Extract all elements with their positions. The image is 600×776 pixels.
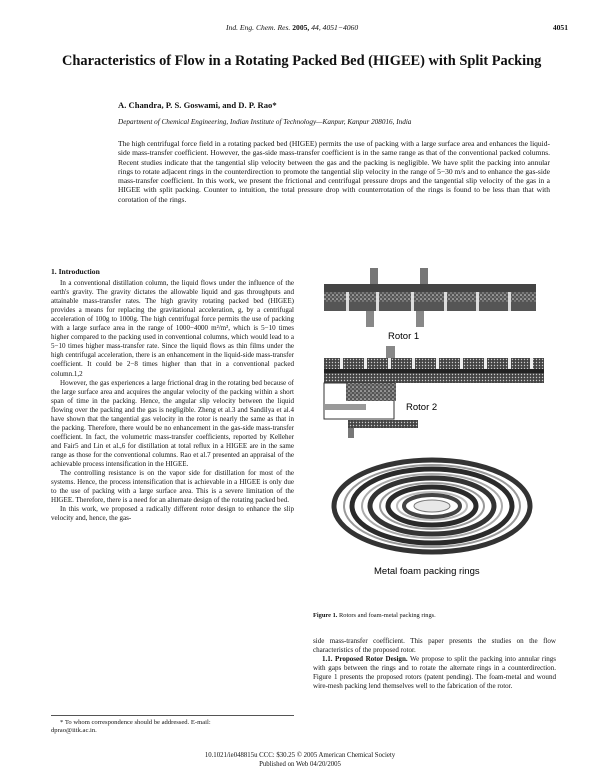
rotor-2-left-ring: [346, 383, 396, 401]
rotor-1-shaft-right: [420, 268, 428, 284]
section-heading-introduction: 1. Introduction: [51, 267, 100, 276]
doi-line: 10.1021/ie048815u CCC: $30.25 © 2005 American Chemical Society: [204, 752, 396, 759]
rotor-2-bottom-shaft: [348, 428, 354, 438]
paper-title: Characteristics of Flow in a Rotating Packed Bed (HIGEE) with Split Packing: [62, 53, 542, 69]
journal-pages: 4051−4060: [322, 23, 359, 32]
figure-1-caption: [313, 612, 556, 619]
rotor-1-bottom-shaft-2: [416, 311, 424, 327]
label-packing-rings: Metal foam packing rings: [374, 566, 480, 577]
intro-paragraph-4: In this work, we proposed a radically different rotor design to enhance the slip velocity and, hence, the gas-: [51, 505, 294, 523]
intro-paragraph-2: However, the gas experiences a large frictional drag in the rotating bed because of the large surface area and acquires the angular velocity of the packing within a short span of time in the packing. Hence, the angular slip velocity between the liquid flowing over the packing and the gas is negligible. Zheng et al.3 and Sandilya et al.4 have shown that the tangential gas velocity in the rotor is nearly the same as that in the packing. Therefore, there would be no enhancement in the gas-side mass-transfer coefficient. In fact, the volumetric mass-transfer coefficients, reported by Kelleher and Fair5 and Lin et al.,6 for distillation at total reflux in a HIGEE are in the same range as those for the conventional columns. Rao et al.7 presented an appraisal of the achievable process intensification in the HIGEE.: [51, 378, 294, 468]
published-line: Published on Web 04/20/2005: [259, 761, 341, 768]
rotor-1-packing-band: [324, 292, 536, 302]
correspondence-footnote: [51, 715, 294, 735]
rotor-2-lower-packing: [324, 373, 544, 383]
caption-text: Rotors and foam-metal packing rings.: [339, 612, 436, 619]
rotor-design-text: We propose to split the packing into annular rings with gaps between the rings and to rotate the alternate rings in a counterdirection. Figure 1 presents the proposed rotors (patent pending). The foam-metal and wound wire-mesh packing lend themselves well to the fabrication of the rotor.: [313, 655, 556, 691]
rotor-1-shaft-left: [370, 268, 378, 284]
caption-label: Figure 1.: [313, 612, 338, 619]
left-column: [51, 267, 294, 523]
rotor-1-lower-plate: [324, 302, 536, 311]
label-rotor-1: Rotor 1: [388, 331, 420, 342]
affiliation: Department of Chemical Engineering, Indian Institute of Technology—Kanpur, Kanpur 208016, India: [118, 118, 412, 126]
footnote-email[interactable]: dprao@iitk.ac.in.: [51, 727, 97, 734]
figure-1: [316, 262, 556, 607]
label-rotor-2: Rotor 2: [406, 402, 438, 413]
rotor-2-diagram: [324, 346, 544, 438]
rotor-2-top-shaft: [386, 346, 395, 358]
abstract: The high centrifugal force field in a rotating packed bed (HIGEE) permits the use of packing with a large surface area and enhances the liquid-side mass-transfer coefficient. However, the gas-side mass-transfer coefficient is in the same range as that of the conventional packed columns. Recent studies indicate that the tangential slip velocity between the gas and the packing is negligible. We have split the packing into annular rings to rotate adjacent rings in the counterdirection to promote the tangential slip velocity in the range of 5−30 m/s and to enhance the gas-side mass-transfer coefficient. In this work, we present the frictional and centrifugal pressure drops and the tangential slip velocity of the gas in a HIGEE with split packing. Counter to intuition, the total pressure drop with counterrotation of the rings is found to be less than that with corotation of the rings.: [118, 139, 550, 204]
footnote-line-1: * To whom correspondence should be addressed. E-mail:: [60, 719, 211, 726]
right-paragraph-2: [313, 655, 556, 691]
packing-ring-center: [414, 500, 450, 512]
page-number: 4051: [552, 23, 568, 32]
right-paragraph-1: side mass-transfer coefficient. This paper presents the studies on the flow characteristics of the proposed rotor.: [313, 637, 556, 655]
intro-paragraph-3: The controlling resistance is on the vapor side for distillation for most of the systems. Hence, the process intensification that is achievable in a HIGEE is only due to the use of packing with a large surface area. This is a severe limitation of the HIGEE. Therefore, there is a need for an alternate design of the rotating packed bed.: [51, 469, 294, 505]
intro-paragraph-1: In a conventional distillation column, the liquid flows under the influence of the earth's gravity. The gravity dictates the allowable liquid and gas throughputs and attainable mass-transfer rates. The high gravity rotating packed bed (HIGEE) provides a means for replacing the gravitational acceleration, g, by a centrifugal acceleration of 100g to 1000g. The high centrifugal force permits the use of packing with a large surface area in the range of 1000−4000 m²/m³, which is 5−10 times higher compared to the packing used in conventional columns, which would lead to a 5−10 times higher mass-transfer rate. Since the liquid flows as thin films under the high centrifugal acceleration, there is an enhancement in the liquid-side mass-transfer coefficient. It could be 2−8 times higher than that in a conventional packed column.1,2: [51, 279, 294, 378]
subsection-heading-rotor-design: 1.1. Proposed Rotor Design.: [322, 655, 408, 664]
authors: A. Chandra, P. S. Goswami, and D. P. Rao*: [118, 100, 277, 110]
running-header: [226, 23, 358, 32]
rotor-1-upper-plate: [324, 284, 536, 292]
right-column: [313, 637, 556, 691]
journal-year: 2005,: [292, 23, 310, 32]
rotor-2-left-ring-2: [324, 404, 366, 410]
packing-rings-image: [334, 460, 530, 577]
rotor-1-diagram: [324, 268, 536, 342]
rotor-2-bottom-ring: [348, 420, 418, 428]
rotor-1-bottom-shaft: [366, 311, 374, 327]
journal-name: Ind. Eng. Chem. Res.: [226, 23, 291, 32]
rotor-2-divider: [324, 369, 544, 373]
journal-volume: 44,: [311, 23, 321, 32]
